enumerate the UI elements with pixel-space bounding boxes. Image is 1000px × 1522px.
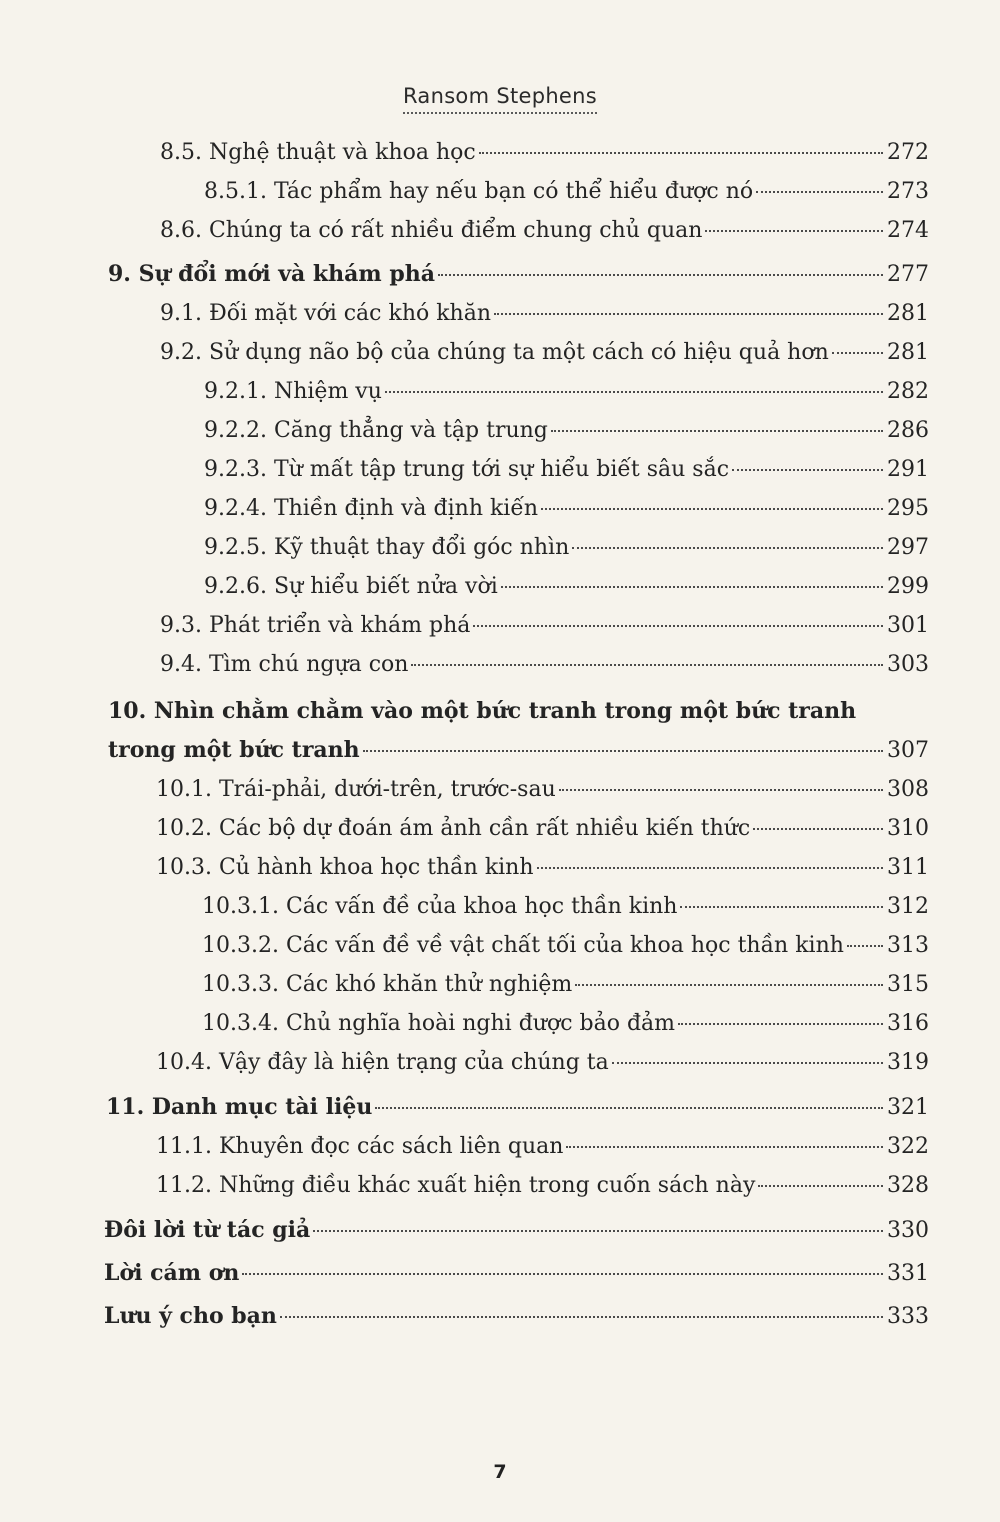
toc-entry <box>160 611 929 641</box>
toc-entry-label: 10.3.4. Chủ nghĩa hoài nghi được bảo đảm <box>202 1011 676 1036</box>
leader-dots <box>375 1107 883 1109</box>
leader-dots <box>732 469 883 471</box>
toc-entry-page: 321 <box>887 1095 929 1120</box>
toc-entry-label: 10.4. Vậy đây là hiện trạng của chúng ta <box>156 1050 609 1075</box>
leader-dots <box>313 1230 883 1232</box>
toc-entry-label: 11.2. Những điều khác xuất hiện trong cuốn sách này <box>156 1173 756 1198</box>
toc-entry-label: 10.2. Các bộ dự đoán ám ảnh cần rất nhiều kiến thức <box>156 816 751 841</box>
leader-dots <box>572 547 883 549</box>
toc-chapter-entry <box>108 259 929 290</box>
toc-entry-page: 308 <box>887 777 929 802</box>
toc-entry-label: 10.3.1. Các vấn đề của khoa học thần kinh <box>202 894 678 919</box>
page-number: 7 <box>493 1461 507 1483</box>
toc-entry-label: 9.4. Tìm chú ngựa con <box>160 652 409 677</box>
toc-entry-page: 316 <box>887 1011 929 1036</box>
leader-dots <box>756 191 883 193</box>
toc-chapter-entry <box>104 1258 929 1289</box>
toc-entry-page: 303 <box>887 652 929 677</box>
toc-chapter-title-line: 10. Nhìn chằm chằm vào một bức tranh trong một bức tranh <box>108 698 857 724</box>
toc-entry <box>160 650 929 680</box>
leader-dots <box>479 152 883 154</box>
toc-entry <box>160 299 929 329</box>
toc-chapter-entry <box>108 735 929 766</box>
toc-entry-page: 333 <box>887 1304 929 1329</box>
toc-entry-label: 10.3.3. Các khó khăn thử nghiệm <box>202 972 573 997</box>
toc-entry <box>202 931 929 961</box>
toc-entry <box>202 970 929 1000</box>
toc-entry-label: trong một bức tranh <box>108 737 360 763</box>
leader-dots <box>280 1316 883 1318</box>
leader-dots <box>363 750 883 752</box>
leader-dots <box>612 1062 883 1064</box>
toc-entry-page: 272 <box>887 140 929 165</box>
toc-entry-label: 9.2.2. Căng thẳng và tập trung <box>204 418 548 443</box>
toc-entry-label: Đôi lời từ tác giả <box>104 1217 311 1243</box>
toc-entry <box>156 1132 929 1162</box>
toc-entry-label: 9.2.1. Nhiệm vụ <box>204 379 382 404</box>
toc-entry <box>204 455 929 485</box>
toc-chapter-entry <box>104 1215 929 1246</box>
toc-entry-page: 281 <box>887 301 929 326</box>
leader-dots <box>385 391 883 393</box>
toc-entry-page: 301 <box>887 613 929 638</box>
toc-entry <box>160 138 929 168</box>
leader-dots <box>680 906 883 908</box>
toc-entry-label: 9.2.4. Thiền định và định kiến <box>204 496 539 521</box>
toc-entry-page: 297 <box>887 535 929 560</box>
toc-entry-label: 9. Sự đổi mới và khám phá <box>108 261 435 287</box>
toc-entry-label: 9.2.3. Từ mất tập trung tới sự hiểu biết sâu sắc <box>204 457 730 482</box>
toc-entry-page: 286 <box>887 418 929 443</box>
toc-entry-page: 315 <box>887 972 929 997</box>
leader-dots <box>473 625 883 627</box>
toc-entry <box>202 892 929 922</box>
toc-entry-label: 10.1. Trái-phải, dưới-trên, trước-sau <box>156 777 556 802</box>
toc-chapter-entry <box>104 1301 929 1332</box>
toc-entry-label: 10.3. Củ hành khoa học thần kinh <box>156 855 534 880</box>
toc-entry <box>204 572 929 602</box>
toc-entry-label: 11.1. Khuyên đọc các sách liên quan <box>156 1134 564 1159</box>
leader-dots <box>559 789 883 791</box>
toc-entry <box>156 775 929 805</box>
toc-entry-label: 9.2. Sử dụng não bộ của chúng ta một cách có hiệu quả hơn <box>160 340 829 365</box>
toc-entry-page: 331 <box>887 1261 929 1286</box>
toc-entry-page: 274 <box>887 218 929 243</box>
toc-entry <box>204 377 929 407</box>
toc-entry <box>204 533 929 563</box>
toc-entry-page: 310 <box>887 816 929 841</box>
toc-entry-page: 313 <box>887 933 929 958</box>
leader-dots <box>753 828 883 830</box>
toc-entry-page: 328 <box>887 1173 929 1198</box>
toc-entry-label: 9.2.6. Sự hiểu biết nửa vời <box>204 574 498 599</box>
toc-entry-page: 299 <box>887 574 929 599</box>
leader-dots <box>832 352 883 354</box>
toc-entry-page: 282 <box>887 379 929 404</box>
toc-entry-page: 295 <box>887 496 929 521</box>
toc-entry-label: 9.3. Phát triển và khám phá <box>160 613 471 638</box>
running-head <box>0 84 1000 114</box>
toc-chapter-entry <box>106 1092 929 1123</box>
toc-entry-page: 281 <box>887 340 929 365</box>
toc-entry-label: 9.1. Đối mặt với các khó khăn <box>160 301 492 326</box>
author-name: Ransom Stephens <box>403 84 597 114</box>
toc-entry <box>204 177 929 207</box>
toc-entry-page: 330 <box>887 1218 929 1243</box>
toc-entry-label: 10.3.2. Các vấn đề về vật chất tối của khoa học thần kinh <box>202 933 844 958</box>
toc-entry-page: 312 <box>887 894 929 919</box>
toc-entry-page: 273 <box>887 179 929 204</box>
toc-entry-label: 8.6. Chúng ta có rất nhiều điểm chung chủ quan <box>160 218 703 243</box>
toc-entry <box>202 1009 929 1039</box>
leader-dots <box>537 867 883 869</box>
toc-entry-label: 11. Danh mục tài liệu <box>106 1094 373 1120</box>
toc-entry <box>160 338 929 368</box>
toc-entry <box>156 853 929 883</box>
toc-entry-page: 322 <box>887 1134 929 1159</box>
toc-entry-label: Lưu ý cho bạn <box>104 1303 277 1329</box>
leader-dots <box>438 274 883 276</box>
toc-entry <box>160 216 929 246</box>
toc-entry-label: 9.2.5. Kỹ thuật thay đổi góc nhìn <box>204 535 570 560</box>
leader-dots <box>242 1273 883 1275</box>
toc-entry <box>156 1171 929 1201</box>
leader-dots <box>501 586 883 588</box>
toc-entry-page: 291 <box>887 457 929 482</box>
leader-dots <box>494 313 883 315</box>
toc-entry-page: 319 <box>887 1050 929 1075</box>
toc-entry <box>156 1048 929 1078</box>
toc-entry <box>204 416 929 446</box>
toc-entry <box>156 814 929 844</box>
toc-entry-label: 8.5.1. Tác phẩm hay nếu bạn có thể hiểu được nó <box>204 179 754 204</box>
leader-dots <box>758 1185 883 1187</box>
leader-dots <box>705 230 883 232</box>
toc-entry-page: 277 <box>887 262 929 287</box>
toc-entry <box>204 494 929 524</box>
toc-entry-page: 307 <box>887 738 929 763</box>
leader-dots <box>551 430 883 432</box>
leader-dots <box>541 508 883 510</box>
leader-dots <box>411 664 883 666</box>
leader-dots <box>566 1146 883 1148</box>
toc-entry-label: Lời cám ơn <box>104 1260 240 1286</box>
leader-dots <box>847 945 883 947</box>
leader-dots <box>575 984 883 986</box>
leader-dots <box>678 1023 883 1025</box>
toc-entry-label: 8.5. Nghệ thuật và khoa học <box>160 140 476 165</box>
toc-entry-page: 311 <box>887 855 929 880</box>
